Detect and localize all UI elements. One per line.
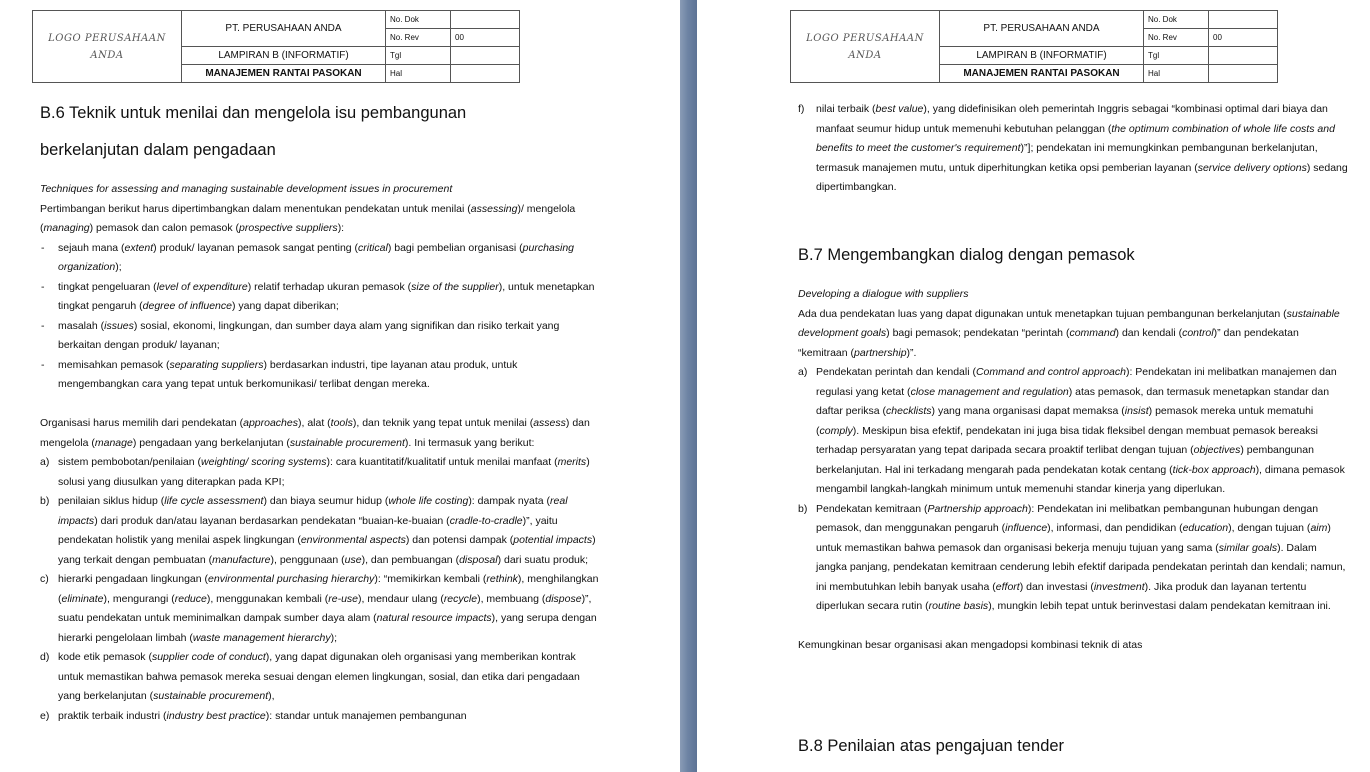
text-run: level of expenditure [156,280,248,293]
text-run: ) dari suatu produk; [497,553,589,566]
text-run: nilai terbaik ( [816,103,876,115]
text-run: best value [875,103,924,115]
text-run: degree of influence [142,300,232,312]
doc-no-value [451,11,520,29]
section-b7-conclusion: Kemungkinan besar organisasi akan mengadopsi kombinasi teknik di atas [798,639,1143,651]
text-run: size of the supplier [411,280,499,293]
text-run: ) sosial, ekonomi, lingkungan, dan sumber daya alam yang signifikan dan risiko terkait yang berkaitan dengan produk/ layanan; [58,319,560,351]
rev-value: 00 [451,29,520,47]
text-run: )”. [906,346,917,359]
text-run: separating suppliers [169,358,264,371]
text-run: potential impacts [513,534,593,546]
text-run: sustainable procurement [153,690,269,702]
document-header-table [32,10,520,83]
text-run: industry best practice [166,709,266,722]
text-run: ), untuk menetapkan tingkat pengaruh ( [58,280,595,312]
text-run: ): Pendekatan ini melibatkan pembangunan hubungan dengan pemasok, dan menggunakan pengaruh ( [816,502,1319,534]
text-run: ). Ini termasuk yang berikut: [404,436,535,449]
text-run: ), mendaur ulang ( [358,592,444,605]
doc-no-value [1209,11,1278,29]
text-run: assessing [470,202,518,215]
text-run: partnership [854,346,907,359]
text-run: service delivery options [1197,161,1307,174]
text-run: re-use [328,592,359,605]
list-item-marker: b) [798,502,808,515]
text-run: natural resource impacts [376,612,492,624]
date-value [451,47,520,65]
text-run: praktik terbaik industri ( [58,709,167,722]
text-run: memisahkan pemasok ( [58,358,170,371]
text-run: ); [115,261,122,273]
text-run: Pertimbangan berikut harus dipertimbangkan dalam menentukan pendekatan untuk menilai ( [40,202,471,215]
text-run: ) dan mengelola ( [40,417,590,449]
section-b6-intro [40,200,600,239]
text-run: ): cara kuantitatif/kualitatif untuk menilai manfaat ( [326,456,558,468]
list-item-marker: e) [40,709,50,722]
text-run: ) untuk memastikan bahwa pemasok dan organisasi bekerja menuju tujuan yang sama ( [816,522,1331,554]
text-run: ), yang serupa dengan hierarki pengelolaan limbah ( [58,612,597,644]
list-item [40,492,600,570]
text-run: manufacture [212,553,271,566]
text-run: approaches [243,417,298,429]
section-b8-title: B.8 Penilaian atas pengajuan tender [798,737,1065,755]
text-run: cradle-to-cradle [449,514,523,527]
text-run: objectives [1193,444,1241,456]
doc-no-label: No. Dok [386,11,451,29]
text-run: effort [995,580,1020,593]
text-run: ), dimana pemasok mengambil langkah-langkah minimum untuk memenuhi standar kinerja yang diperlukan. [816,463,1345,495]
document-page-right [697,0,1370,772]
list-item [40,570,600,648]
section-b6-paragraph-2 [40,414,600,453]
text-run: ). Meskipun bisa efektif, pendekatan ini juga bisa tidak fleksibel dengan membuat pemasok bereaksi terhadap persyaratan yang tepat daripada secara proaktif terlibat dengan tujuan ( [816,424,1318,456]
text-run: sejauh mana ( [58,241,125,254]
text-run: ) dan biaya seumur hidup ( [263,495,389,507]
text-run: sustainable development goals [798,307,1340,339]
text-run: sustainable procurement [289,436,405,449]
text-run: ), alat ( [297,417,331,429]
text-run: ): Pendekatan ini melibatkan manajemen dan regulasi yang ketat ( [816,366,1337,398]
text-run: Pendekatan perintah dan kendali ( [816,366,976,378]
text-run: reduce [174,592,207,605]
text-run: ) yang terkait dengan pembuatan ( [58,534,596,566]
text-run: whole life costing [388,495,469,507]
section-b7-lettered-list [798,363,1348,617]
list-item-marker: a) [798,366,808,378]
bullet-item [40,317,600,356]
company-logo: LOGO PERUSAHAAN ANDA [33,11,182,83]
text-run: ) dari produk dan/atau layanan berdasarkan pendekatan “buaian-ke-buaian ( [94,514,450,527]
section-b7-title: B.7 Mengembangkan dialog dengan pemasok [798,246,1135,264]
section-b6-list-continued [798,100,1348,198]
list-item [798,500,1348,617]
list-item-marker: a) [40,456,50,468]
rev-value: 00 [1209,29,1278,47]
text-run: use [344,553,362,566]
text-run: ) pembangunan berkelanjutan. Hal ini terkadang mengarah pada pendekatan kotak centang ( [816,444,1314,476]
text-run: Command and control approach [975,366,1126,378]
text-run: ) berdasarkan industri, tipe layanan atau produk, untuk mengembangkan cara yang tepat untuk berkomunikasi/ terlibat dengan mereka. [58,358,518,390]
text-run: critical [358,241,388,254]
list-item-marker: b) [40,495,50,507]
text-run: life cycle assessment [164,495,264,507]
text-run: waste management hierarchy [192,631,331,644]
list-item-text [58,456,590,488]
text-run: ), informasi, dan pendidikan ( [1047,522,1183,534]
text-run: weighting/ scoring systems [201,456,327,468]
annex-title: LAMPIRAN B (INFORMATIF) [940,47,1144,65]
list-item-text [58,495,596,566]
text-run: kode etik pemasok ( [58,651,152,663]
text-run: ), mungkin lebih tepat untuk berinvestasi dalam pendekatan kemitraan ini. [988,600,1331,612]
text-run: ) relatif terhadap ukuran pemasok ( [247,280,412,293]
text-run: issues [104,319,134,332]
text-run: comply [819,424,853,437]
text-run: tick-box approach [1172,463,1256,476]
text-run: ), yang didefinisikan oleh pemerintah Inggris sebagai “kombinasi optimal dari biaya dan manfaat seumur hidup untuk memenuhi kebutuhan pelanggan ( [816,103,1328,135]
text-run: ) pemasok dan calon pemasok ( [89,222,240,234]
text-run: ): dampak nyata ( [468,495,551,507]
list-item-text [816,366,1345,495]
date-label: Tgl [386,47,451,65]
text-run: ), penggunaan ( [270,553,345,566]
text-run: manage [94,436,133,449]
list-item [40,453,600,492]
text-run: recycle [443,592,478,605]
date-value [1209,47,1278,65]
text-run: ) yang mana organisasi dapat memaksa ( [931,405,1125,417]
text-run: sistem pembobotan/penilaian ( [58,456,202,468]
text-run: ) sedang dipertimbangkan. [816,161,1348,193]
page-value [451,65,520,83]
text-run: ): standar untuk manajemen pembangunan [265,709,467,722]
text-run: ) yang dapat diberikan; [231,300,339,312]
item-f-block [798,100,1348,198]
list-item [798,363,1348,500]
text-run: )/ mengelola ( [40,202,576,234]
text-run: ). Dalam jangka panjang, pendekatan kemitraan cenderung lebih efektif daripada pendekatan perintah dan kendali; namun, ini membutuhkan lebih banyak usaha ( [816,541,1346,593]
text-run: disposal [459,553,498,566]
text-run: ), menghilangkan ( [58,573,599,605]
text-run: ) pemasok mereka untuk mematuhi ( [816,405,1314,437]
text-run: dispose [545,592,582,605]
text-run: ), dan teknik yang tepat untuk menilai ( [352,417,534,429]
text-run: )”, suatu pendekatan untuk meminimalkan dampak sumber daya alam ( [58,592,592,624]
text-run: Partnership approach [927,502,1028,515]
text-run: rethink [486,573,518,585]
text-run: ) dan kendali ( [1115,327,1183,339]
document-header-table [790,10,1278,83]
doc-no-label: No. Dok [1144,11,1209,29]
text-run: command [1069,327,1116,339]
text-run: ) solusi yang diusulkan yang diterapkan pada KPI; [58,456,590,488]
section-b6-bullet-list [40,239,600,395]
subject-title: MANAJEMEN RANTAI PASOKAN [940,65,1144,83]
company-name: PT. PERUSAHAAN ANDA [182,11,386,47]
text-run: eliminate [61,592,104,605]
section-b7-intro [798,305,1348,364]
text-run: ), membuang ( [477,592,546,605]
text-run: ), mengurangi ( [103,592,175,605]
text-run: control [1182,327,1214,339]
section-b7-english-title: Developing a dialogue with suppliers [798,288,969,300]
text-run: ), dengan tujuan ( [1228,522,1311,534]
section-b6-english-title: Techniques for assessing and managing sustainable development issues in procurement [40,183,453,195]
text-run: checklists [886,405,932,417]
section-b6-title [40,95,466,169]
text-run: ). Jika produk dan layanan tertentu diperlukan secara rutin ( [816,580,1307,612]
text-run: supplier code of conduct [151,651,266,663]
list-item-marker: d) [40,651,50,663]
annex-title: LAMPIRAN B (INFORMATIF) [182,47,386,65]
page-label: Hal [386,65,451,83]
text-run: Ada dua pendekatan luas yang dapat digunakan untuk menetapkan tujuan pembangunan berkelanjutan ( [798,307,1287,320]
list-item-text [816,103,1348,193]
text-run: managing [43,222,90,234]
list-item-marker: f) [798,103,805,115]
list-item-text [816,503,1345,613]
text-run: insist [1124,405,1149,417]
text-run: education [1182,522,1229,534]
rev-label: No. Rev [1144,29,1209,47]
text-run: tingkat pengeluaran ( [58,280,157,293]
text-run: assess [533,417,566,429]
text-run: )”, yaitu pendekatan holistik yang menilai aspek lingkungan ( [58,514,558,546]
list-item [40,648,600,707]
document-page-left [0,0,680,772]
list-item [798,100,1348,198]
text-run: similar goals [1218,541,1278,554]
text-run: ) pengadaan yang berkelanjutan ( [132,436,290,449]
text-run: the optimum combination of whole life costs and benefits to meet the customer's requirement [816,122,1335,154]
text-run: ) dan potensi dampak ( [405,534,514,546]
date-label: Tgl [1144,47,1209,65]
rev-label: No. Rev [386,29,451,47]
list-item-text [58,573,598,644]
text-run: influence [1005,522,1048,534]
text-run: tools [330,417,353,429]
text-run: purchasing organization [58,241,575,273]
text-run: routine basis [928,600,989,612]
bullet-item [40,239,600,278]
text-run: ), [268,690,275,702]
list-item-marker: c) [40,573,49,585]
section-b6-title-line2: berkelanjutan dalam pengadaan [40,141,276,159]
text-run: ) produk/ layanan pemasok sangat penting ( [153,241,359,254]
text-run: penilaian siklus hidup ( [58,495,165,507]
text-run: aim [1310,522,1328,534]
text-run: environmental purchasing hierarchy [208,573,375,585]
company-logo: LOGO PERUSAHAAN ANDA [791,11,940,83]
text-run: hierarki pengadaan lingkungan ( [58,573,209,585]
text-run: ): “memikirkan kembali ( [374,573,487,585]
text-run: ), dan pembuangan ( [361,553,460,566]
text-run: masalah ( [58,319,105,332]
section-b6-lettered-list [40,453,600,726]
list-item-text [58,651,580,702]
text-run: ) dan investasi ( [1019,580,1094,593]
text-run: )” dan pendekatan “kemitraan ( [798,327,1299,359]
text-run: environmental aspects [300,534,406,546]
page-separator [680,0,697,772]
text-run: Organisasi harus memilih dari pendekatan ( [40,417,244,429]
section-b7-body [798,285,1348,656]
list-item [40,707,600,727]
text-run: real impacts [58,495,568,527]
list-item-text [58,710,467,722]
company-name: PT. PERUSAHAAN ANDA [940,11,1144,47]
text-run: investment [1093,580,1145,593]
text-run: merits [557,456,587,468]
text-run: ), menggunakan kembali ( [206,592,329,605]
page-value [1209,65,1278,83]
text-run: )”]; pendekatan ini memungkinkan pembangunan berkelanjutan, termasuk manajemen mutu, untuk diperhitungkan ketika opsi pemberian layanan ( [816,142,1318,174]
section-b6-title-line1: B.6 Teknik untuk menilai dan mengelola isu pembangunan [40,104,467,122]
bullet-item [40,278,600,317]
text-run: close management and regulation [910,385,1069,398]
text-run: ) bagi pembelian organisasi ( [387,241,523,254]
text-run: ) bagi pemasok; pendekatan “perintah ( [886,327,1070,339]
text-run: ): [337,222,345,234]
text-run: ) atas pemasok, dan termasuk menetapkan standar dan daftar periksa ( [816,385,1330,417]
section-b6-body [40,180,600,726]
text-run: ), yang dapat digunakan oleh organisasi yang memberikan kontrak untuk memastikan bahwa pemasok mereka sesuai dengan elemen lingkungan, sosial, dan etika dari pengadaan yang berkelanjutan ( [58,651,580,702]
text-run: prospective suppliers [239,222,338,234]
bullet-item [40,356,600,395]
text-run: Pendekatan kemitraan ( [816,502,928,515]
page-label: Hal [1144,65,1209,83]
subject-title: MANAJEMEN RANTAI PASOKAN [182,65,386,83]
text-run: extent [124,241,154,254]
text-run: ); [330,631,338,644]
